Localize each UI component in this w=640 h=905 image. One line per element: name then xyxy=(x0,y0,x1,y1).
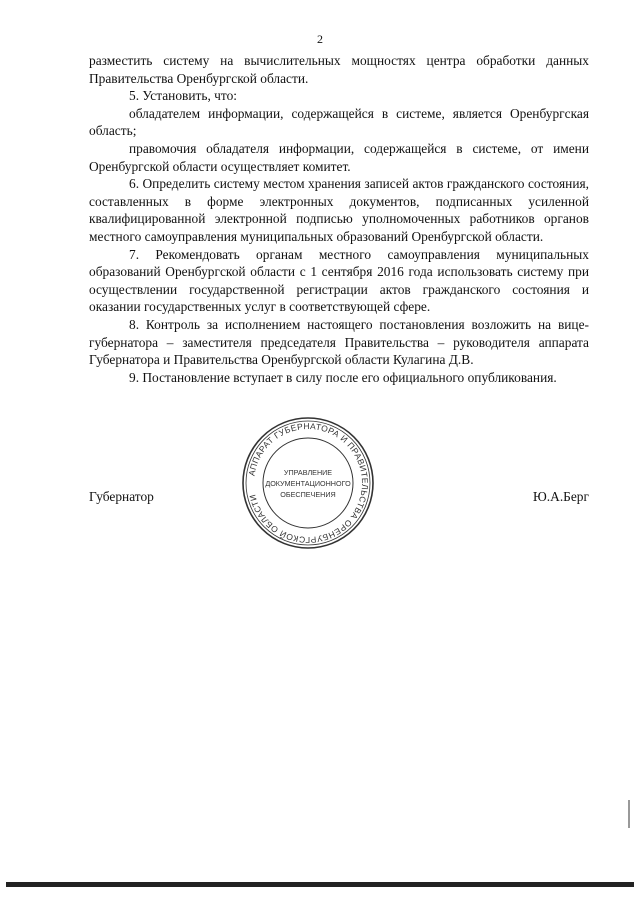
official-seal xyxy=(240,415,376,551)
paragraph-item-6: 6. Определить систему местом хранения записей актов гражданского состояния, составленных в форме электронных документов, подписанных усиленной квалифицированной электронной подписью уполномоченных работников органов местного самоуправления муниципальных образований Оренбургской области. xyxy=(89,176,589,244)
paragraph-item-5-owner: обладателем информации, содержащейся в системе, является Оренбургская область; xyxy=(89,105,589,139)
seal-outer-text: АППАРАТ ГУБЕРНАТОРА И ПРАВИТЕЛЬСТВА ОРЕНБУРГСКОЙ ОБЛАСТИ xyxy=(246,420,371,546)
paragraph-item-8: 8. Контроль за исполнением настоящего постановления возложить на вице-губернатора – заместителя председателя Правительства – руководителя аппарата Губернатора и Правительства Оренбургской области Кулагина Д.В. xyxy=(89,316,589,368)
footer-rule xyxy=(6,882,634,887)
seal-inner-line-3: ОБЕСПЕЧЕНИЯ xyxy=(280,490,336,499)
scan-edge-mark xyxy=(628,800,630,828)
paragraph-item-9: 9. Постановление вступает в силу после его официального опубликования. xyxy=(129,369,557,385)
paragraph-item-7: 7. Рекомендовать органам местного самоуправления муниципальных образований Оренбургской области с 1 сентября 2016 года использовать систему при осуществлении государственной регистрации актов гражданского состояния и оказании государственных услуг в соответствующей сфере. xyxy=(89,246,589,315)
signatory-title: Губернатор xyxy=(89,489,154,504)
signatory-name: Ю.А.Берг xyxy=(533,489,589,504)
paragraph-item-5: 5. Установить, что: xyxy=(129,88,237,104)
paragraph-item-5-rights: правомочия обладателя информации, содержащейся в системе, от имени Оренбургской области осуществляет комитет. xyxy=(89,140,589,174)
document-body xyxy=(89,52,589,386)
seal-inner-line-2: ДОКУМЕНТАЦИОННОГО xyxy=(265,479,351,488)
seal-inner-line-1: УПРАВЛЕНИЕ xyxy=(283,468,333,477)
paragraph-continuation: разместить систему на вычислительных мощностях центра обработки данных Правительства Оренбургской области. xyxy=(89,53,589,86)
page-number: 2 xyxy=(317,32,323,46)
